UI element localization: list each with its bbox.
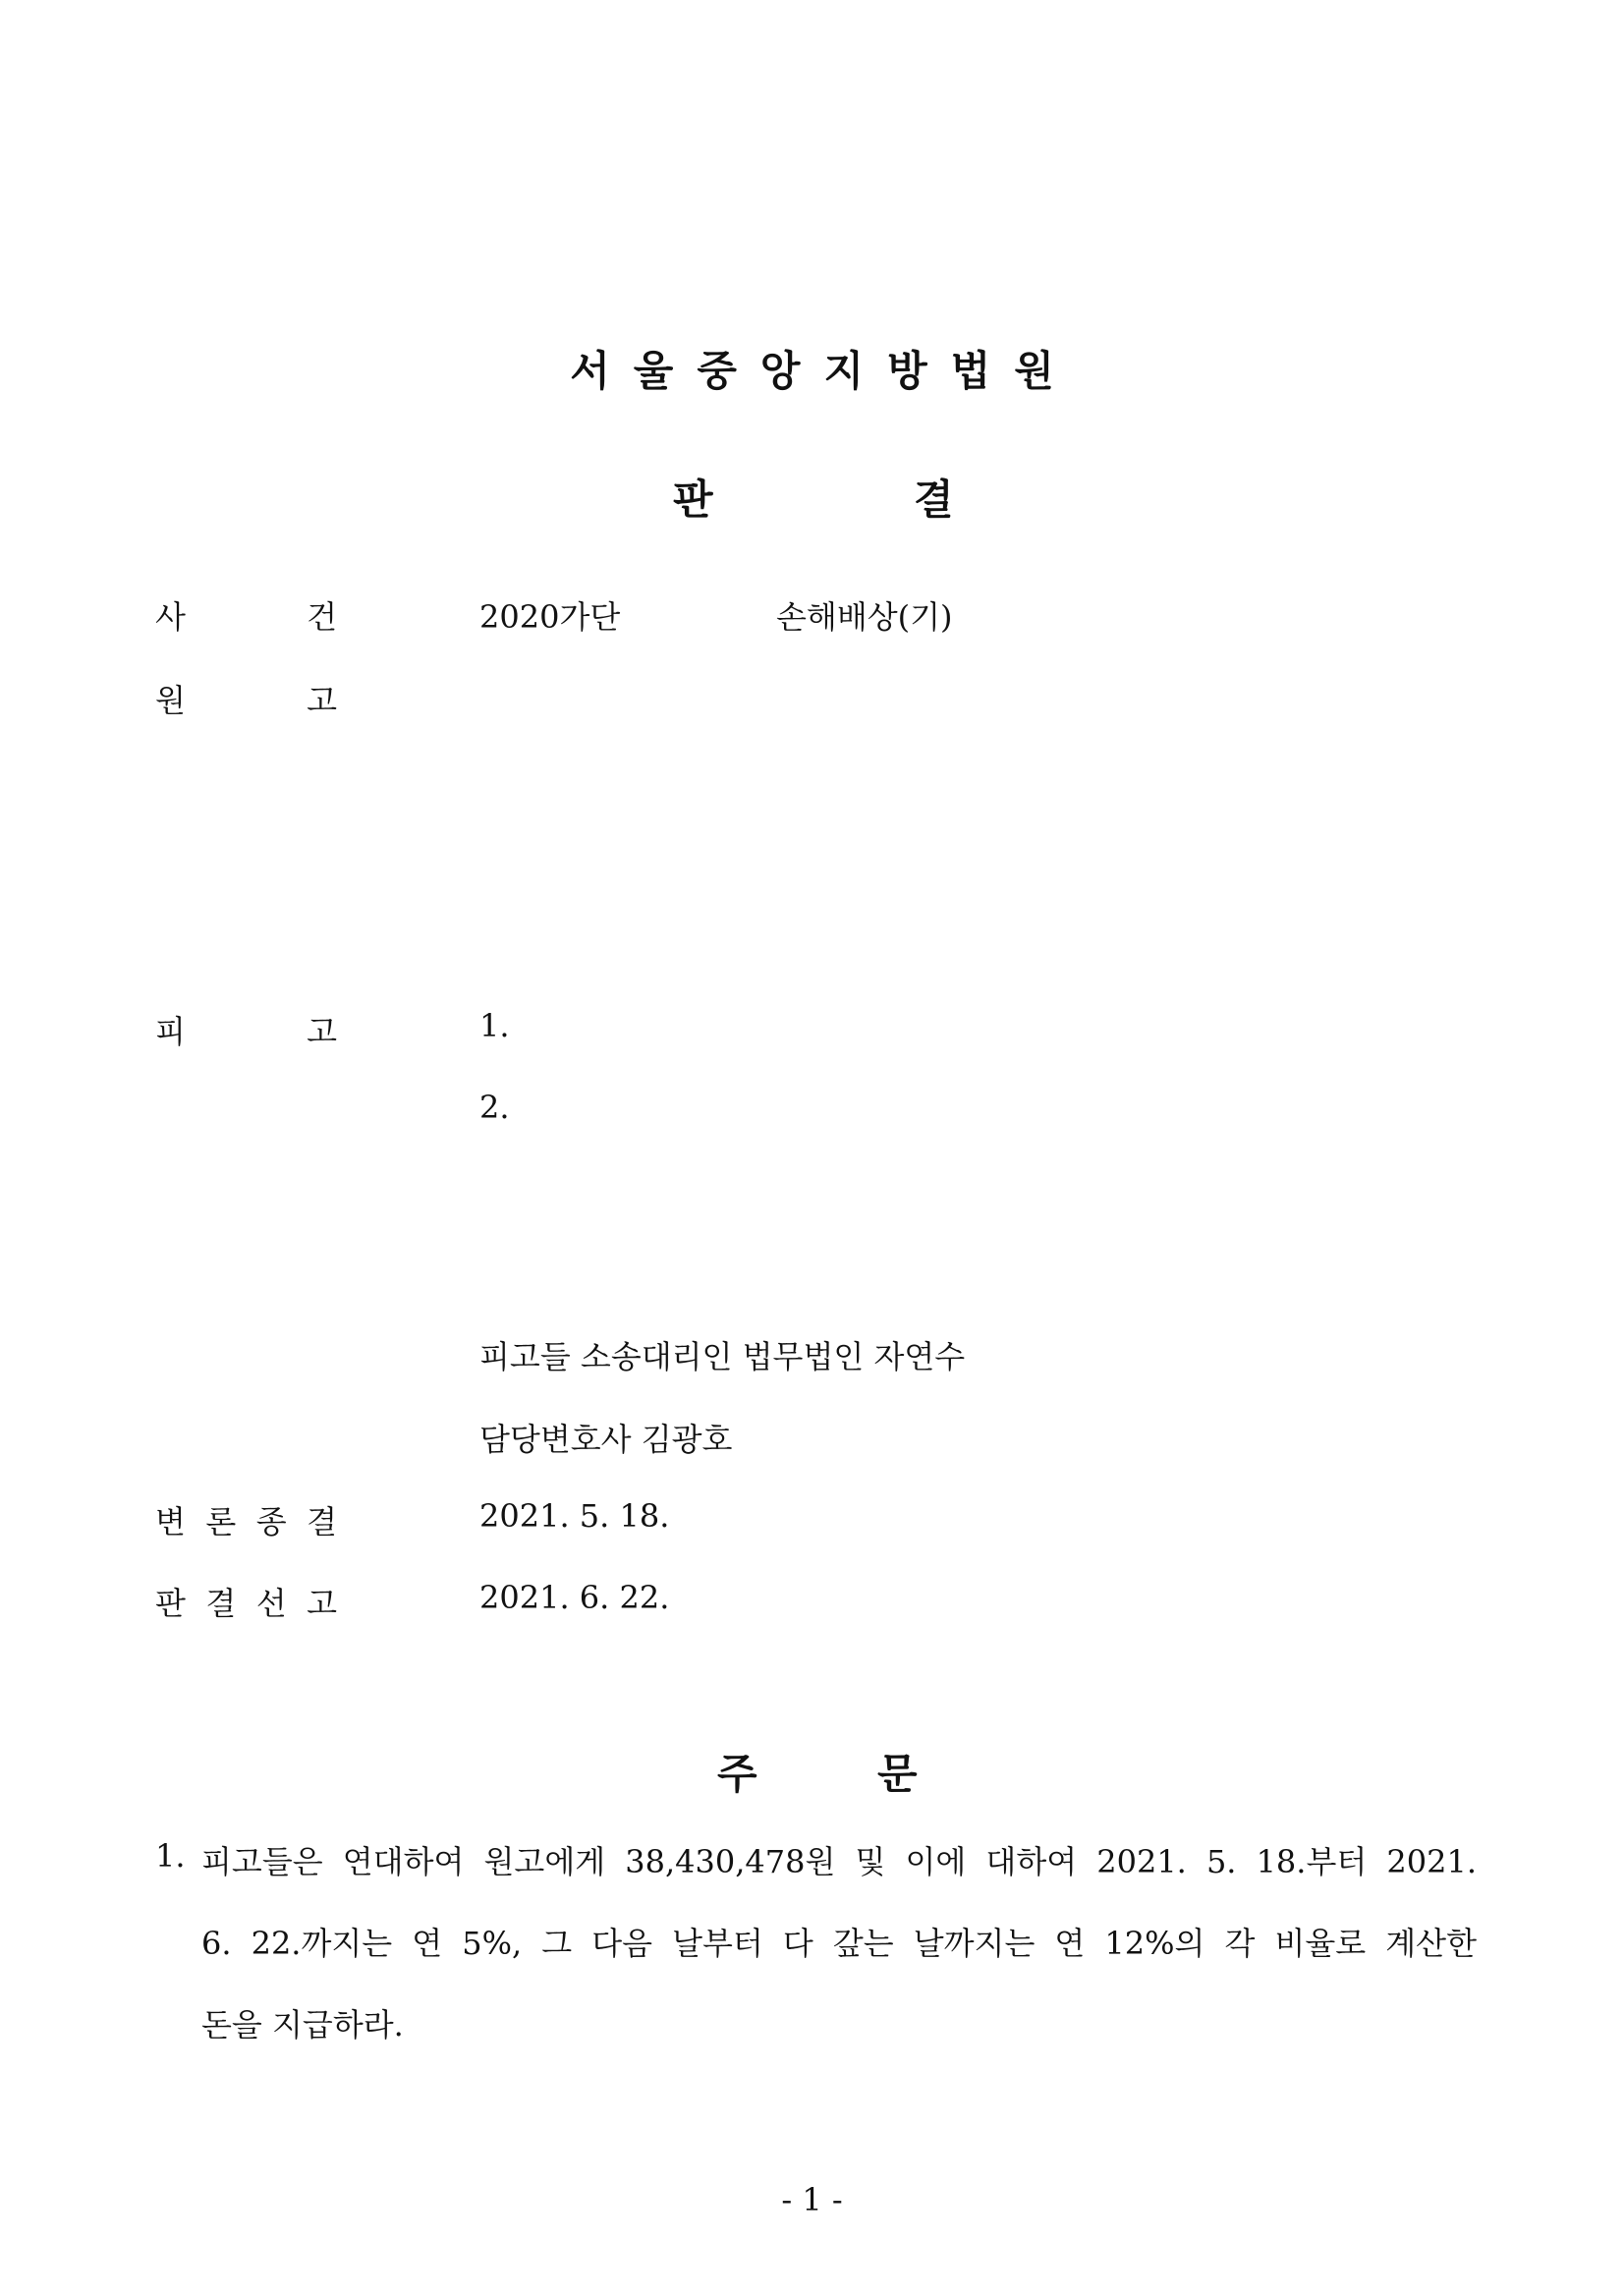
hearing-close-label-char: 종 [255,1503,287,1540]
judgment-date: 2021. 6. 22. [479,1579,670,1616]
defendant-item: 1. [479,1007,510,1044]
hearing-close-label-char: 결 [307,1503,337,1540]
case-label-char: 건 [307,598,337,636]
hearing-close-label [155,1497,337,1542]
plaintiff-label-char: 원 [155,682,186,719]
order-item-line: 피고들은 연대하여 원고에게 38,430,478원 및 이에 대하여 2021. 5. 18.부터 2021. [201,1843,1477,1880]
judgment-date-label-char: 판 [155,1585,186,1622]
judgment-date-label [155,1579,337,1624]
defendants-label [155,1007,337,1052]
plaintiff-label [155,676,337,721]
case-label-char: 사 [155,598,186,636]
judgment-date-label-char: 선 [255,1585,287,1622]
case-number: 2020가단 [479,598,621,636]
court-name: 서울중앙지방법원 [570,347,1078,395]
hearing-close-label-char: 론 [205,1503,237,1540]
order-heading-left: 주 [717,1750,757,1798]
judgment-date-label-char: 결 [205,1585,237,1622]
page-number: - 1 - [781,2181,843,2218]
defendant-item: 2. [479,1089,510,1126]
hearing-close-date: 2021. 5. 18. [479,1497,670,1535]
case-name: 손해배상(기) [776,598,953,636]
defendants-label-char: 피 [155,1013,186,1050]
judgment-date-label-char: 고 [307,1585,337,1622]
order-item-number: 1. [155,1837,186,1875]
order-item-line: 돈을 지급하라. [201,2006,404,2044]
plaintiff-label-char: 고 [307,682,337,719]
hearing-close-label-char: 변 [155,1503,186,1540]
counsel-line: 담당변호사 김광호 [479,1421,733,1458]
case-label [155,592,337,638]
document-type-right: 결 [914,476,954,524]
order-item-line: 6. 22.까지는 연 5%, 그 다음 날부터 다 갚는 날까지는 연 12%의 각 비율로 계산한 [201,1925,1477,1962]
defendants-label-char: 고 [307,1013,337,1050]
counsel-line: 피고들 소송대리인 법무법인 자연수 [479,1338,966,1375]
order-heading-right: 문 [877,1750,918,1798]
document-type-left: 판 [673,476,713,524]
